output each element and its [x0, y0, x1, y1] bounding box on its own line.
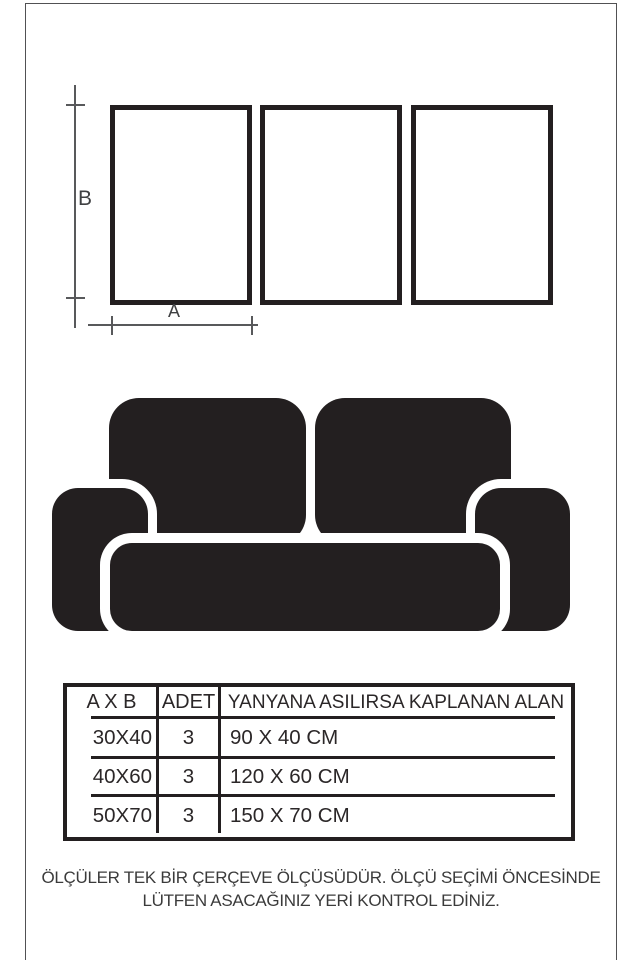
dimension-line-a	[88, 324, 258, 326]
dimension-line-b	[74, 85, 76, 328]
table-header-adet: ADET	[161, 691, 216, 713]
table-cell-size-3: 50X70	[92, 804, 152, 827]
table-cell-qty-2: 3	[182, 765, 195, 788]
dimension-label-a: A	[168, 301, 181, 321]
size-table	[63, 683, 575, 841]
disclaimer-line-1: ÖLÇÜLER TEK BİR ÇERÇEVE ÖLÇÜSÜDÜR. ÖLÇÜ SEÇİMİ ÖNCESİNDE	[41, 868, 601, 887]
poster-frame-1	[110, 105, 252, 305]
dimension-tick-a-right	[251, 316, 253, 335]
dimension-tick-b-top	[66, 104, 85, 106]
poster-frame-3	[411, 105, 553, 305]
table-cell-coverage-2: 120 X 60 CM	[230, 765, 350, 788]
table-header-axb: A X B	[86, 691, 137, 713]
dimension-tick-a-left	[111, 316, 113, 335]
table-cell-qty-3: 3	[182, 804, 195, 827]
disclaimer-line-2: LÜTFEN ASACAĞINIZ YERİ KONTROL EDİNİZ.	[142, 891, 500, 910]
table-cell-size-2: 40X60	[92, 765, 152, 788]
dimension-label-b: B	[78, 187, 93, 210]
table-header-coverage: YANYANA ASILIRSA KAPLANAN ALAN	[227, 692, 565, 713]
table-cell-coverage-1: 90 X 40 CM	[230, 726, 339, 749]
dimension-tick-b-bottom	[66, 297, 85, 299]
table-cell-size-1: 30X40	[92, 726, 152, 749]
disclaimer-text	[25, 866, 617, 912]
table-cell-coverage-3: 150 X 70 CM	[230, 804, 350, 827]
poster-frame-2	[260, 105, 402, 305]
sofa-seat-icon	[110, 543, 500, 631]
table-cell-qty-1: 3	[182, 726, 195, 749]
